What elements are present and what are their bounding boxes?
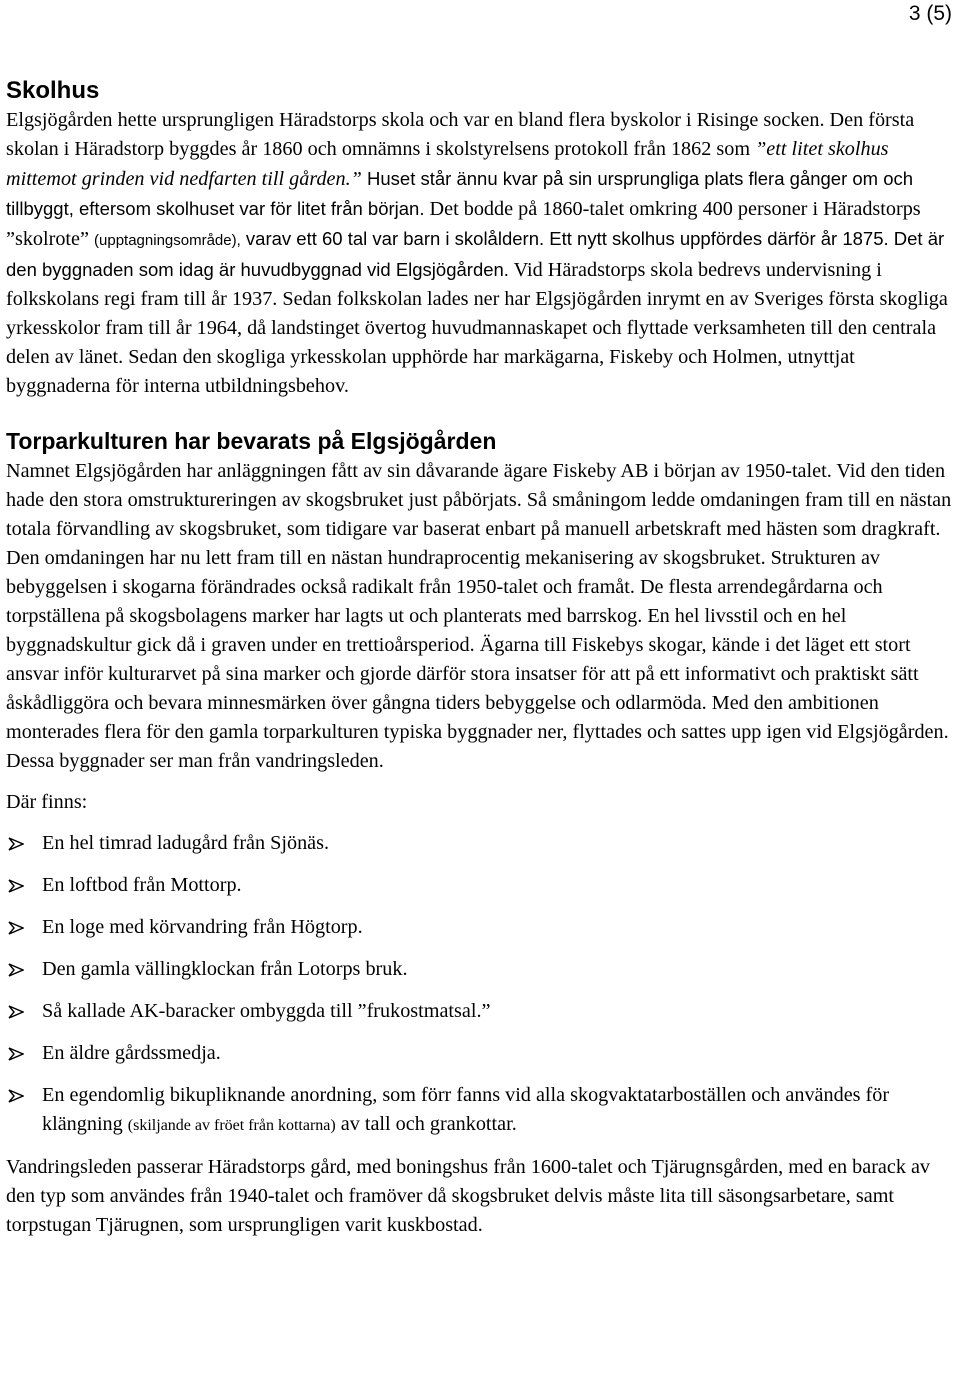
page-number: 3 (5) (908, 2, 952, 25)
document-body (6, 76, 952, 1240)
arrow-bullet-icon (8, 963, 24, 977)
skolhus-text-1: Elgsjögården hette ursprungligen Häradstorps skola och var en bland flera byskolor i Risinge socken. Den första skolan i Häradstorp byggdes år 1860 och omnämns i skolstyrelsens protokoll från 1862 som (6, 109, 915, 160)
skolhus-text-4: varav ett 60 tal var barn i skolåldern. Ett nytt skolhus uppfördes därför år 1875. Det är den byggnaden som idag är huvudbyggnad vid Elgsjögården. (6, 228, 945, 280)
section-heading-skolhus: Skolhus (6, 77, 100, 104)
arrow-bullet-icon (8, 1047, 24, 1061)
list-item: En hel timrad ladugård från Sjönäs. (6, 829, 952, 858)
list-item: Den gamla vällingklockan från Lotorps bruk. (6, 955, 952, 984)
torparkulturen-paragraph: Namnet Elgsjögården har anläggningen fått av sin dåvarande ägare Fiskeby AB i början av 1950-talet. Vid den tiden hade den stora omstruktureringen av skogsbruket just påbörjats. Så småningom ledde omdaningen fram till en nästan totala förvandling av skogsbruket, som tidigare var baserat enbart på manuell arbetskraft med hästen som dragkraft. Den omdaningen har nu lett fram till en nästan hundraprocentig mekanisering av skogsbruket. Strukturen av bebyggelsen i skogarna förändrades också radikalt från 1950-talet och framåt. De flesta arrendegårdarna och torpställena på skogsbolagens marker har lagts ut och planterats med barrskog. En hel livsstil och en hel byggnadskultur gick då i graven under en trettioårsperiod. Ägarna till Fiskebys skogar, kände i det läget ett stort ansvar inför kulturarvet på sina marker och gjorde därför stora insatser för att på ett informativt och praktiskt sätt åskådliggöra och bevara minnesmärken över gångna tiders bebyggelse och odlarmöda. Med den ambitionen monterades flera för den gamla torparkulturen typiska byggnader ner, flyttades och sattes upp igen vid Elgsjögården. Dessa byggnader ser man från vandringsleden. (6, 460, 952, 772)
section-heading-torparkulturen: Torparkulturen har bevarats på Elgsjögården (6, 428, 497, 454)
list-item: En äldre gårdssmedja. (6, 1039, 952, 1068)
arrow-bullet-icon (8, 1005, 24, 1019)
list-item: En egendomlig bikupliknande anordning, som förr fanns vid alla skogvaktatarboställen och användes för klängning (skiljande av fröet från kottarna) av tall och grankottar. (6, 1081, 952, 1140)
list-item-small-note: (skiljande av fröet från kottarna) (127, 1117, 336, 1134)
skolhus-paragraph (6, 106, 952, 401)
arrow-bullet-icon (8, 1089, 24, 1103)
list-item: En loftbod från Mottorp. (6, 871, 952, 900)
arrow-bullet-icon (8, 921, 24, 935)
closing-paragraph: Vandringsleden passerar Häradstorps gård, med boningshus från 1600-talet och Tjärugnsgården, med en barack av den typ som användes från 1940-talet och framöver då skogsbruket delvis måste lita till säsongsarbetare, samt torpstugan Tjärugnen, som ursprungligen varit kuskbostad. (6, 1156, 931, 1236)
list-item: En loge med körvandring från Högtorp. (6, 913, 952, 942)
list-item: Så kallade AK-baracker ombyggda till ”frukostmatsal.” (6, 997, 952, 1026)
skolhus-text-3: Det bodde på 1860-talet omkring 400 personer i Häradstorps ”skolrote” (6, 198, 921, 250)
list-intro: Där finns: (6, 791, 88, 813)
skolhus-text-5: Vid Häradstorps skola bedrevs undervisning i folkskolans regi fram till år 1937. Sedan folkskolan lades ner har Elgsjögården inrymt en av Sveriges första skogliga yrkesskolor fram till år 1964, då landstinget övertog huvudmannaskapet och flyttade verksamheten till den centrala delen av länet. Sedan den skogliga yrkesskolan upphörde har markägarna, Fiskeby och Holmen, utnyttjat byggnaderna för interna utbildningsbehov. (6, 259, 948, 397)
building-list (6, 829, 952, 1140)
skolhus-small-note: (upptagningsområde), (94, 232, 241, 249)
skolhus-quote: ”ett litet skolhus mittemot grinden vid nedfarten till gården.” (6, 138, 889, 190)
skolhus-text-2: Huset står ännu kvar på sin ursprungliga plats flera gånger om och tillbyggt, eftersom skolhuset var för litet från början. (6, 168, 914, 219)
arrow-bullet-icon (8, 879, 24, 893)
arrow-bullet-icon (8, 837, 24, 851)
